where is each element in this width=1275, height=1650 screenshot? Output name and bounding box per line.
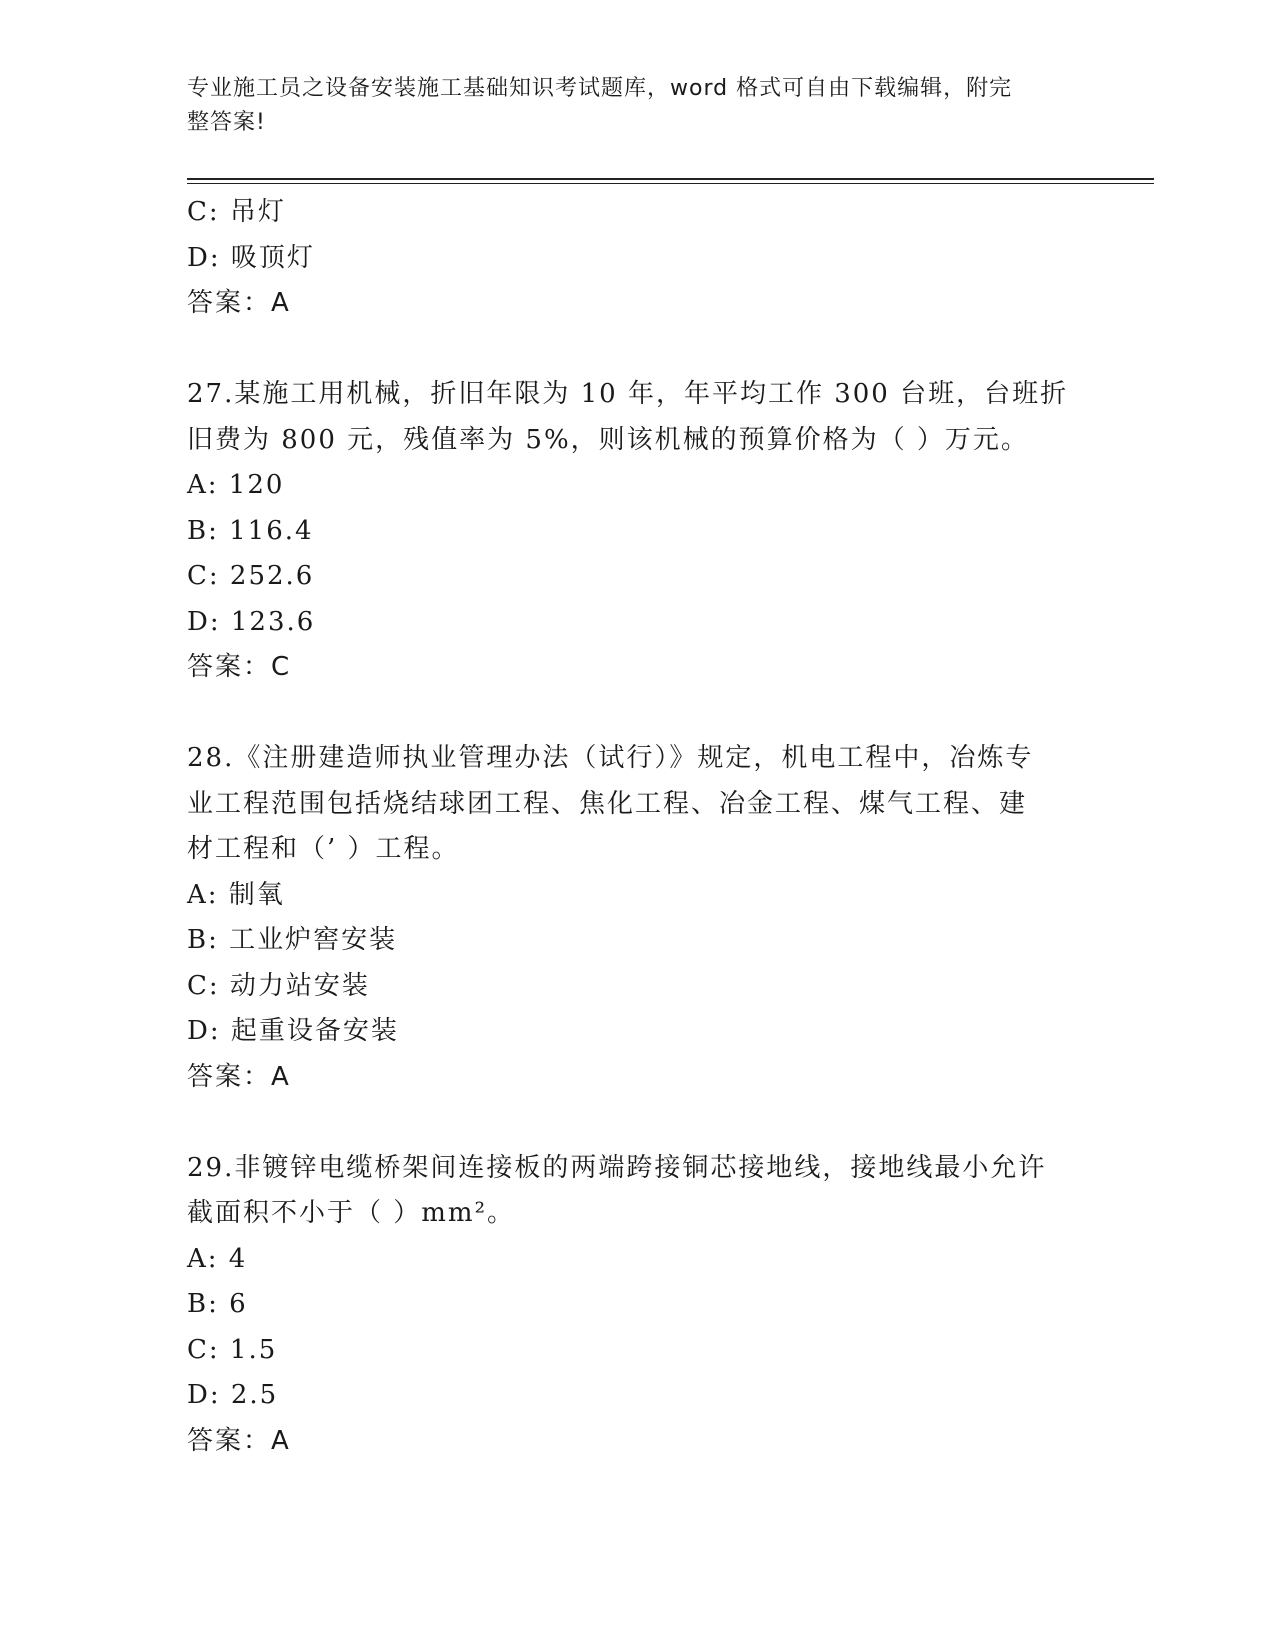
option-c: C: 252.6: [187, 561, 315, 591]
option-d: D: 吸顶灯: [187, 242, 315, 273]
spacer: [187, 691, 1077, 737]
question-text-line: 截面积不小于（ ）mm²。: [187, 1198, 515, 1228]
header-divider: [187, 178, 1154, 180]
question-text-line: 27.某施工用机械，折旧年限为 10 年，年平均工作 300 台班，台班折: [187, 379, 1069, 409]
document-header: [187, 72, 1067, 140]
option-c: C: 动力站安装: [187, 970, 370, 1001]
header-divider-thin: [187, 183, 1154, 184]
option-c: C: 吊灯: [187, 197, 286, 227]
question-text-line: 业工程范围包括烧结球团工程、焦化工程、冶金工程、煤气工程、建: [187, 788, 1028, 819]
question-text-line: 28.《注册建造师执业管理办法（试行）》规定，机电工程中，冶炼专: [187, 743, 1034, 773]
question-27: [187, 372, 1077, 691]
answer-line: 答案：A: [187, 1061, 291, 1092]
option-b: B: 工业炉窖安装: [187, 925, 398, 955]
document-body: [187, 190, 1077, 1464]
question-29: [187, 1146, 1077, 1465]
question-text-line: 29.非镀锌电缆桥架间连接板的两端跨接铜芯接地线，接地线最小允许: [187, 1152, 1047, 1183]
option-c: C: 1.5: [187, 1334, 278, 1365]
question-28: [187, 736, 1077, 1100]
option-a: A: 制氧: [187, 879, 285, 910]
spacer: [187, 327, 1077, 373]
header-line-2: 整答案!: [187, 110, 266, 135]
option-a: A: 4: [187, 1243, 248, 1274]
answer-line: 答案：C: [187, 652, 292, 682]
question-carryover: [187, 190, 1077, 327]
answer-line: 答案：A: [187, 288, 291, 318]
option-d: D: 123.6: [187, 606, 316, 637]
question-text-line: 材工程和（’ ）工程。: [187, 834, 460, 864]
option-b: B: 6: [187, 1289, 248, 1319]
header-line-1: 专业施工员之设备安装施工基础知识考试题库，word 格式可自由下载编辑，附完: [187, 76, 1013, 101]
option-d: D: 起重设备安装: [187, 1016, 399, 1046]
question-text-line: 旧费为 800 元，残值率为 5%，则该机械的预算价格为（ ）万元。: [187, 424, 1029, 455]
answer-line: 答案：A: [187, 1425, 291, 1456]
option-b: B: 116.4: [187, 515, 314, 546]
spacer: [187, 1100, 1077, 1146]
option-d: D: 2.5: [187, 1380, 279, 1410]
option-a: A: 120: [187, 470, 285, 500]
